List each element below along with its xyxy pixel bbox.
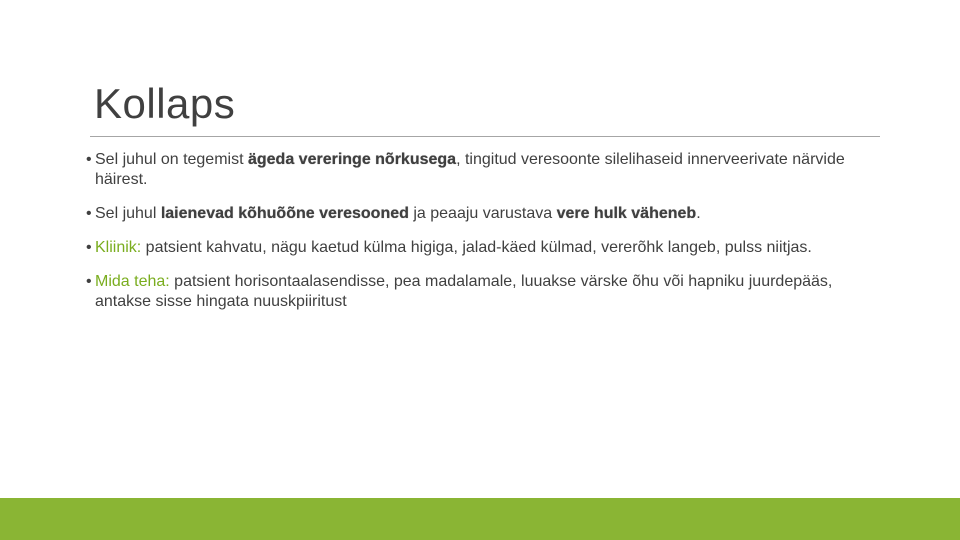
bullet-text: patsient horisontaalasendisse, pea madalamale, luuakse värske õhu või hapniku juurdepääs, antakse sisse hingata nuuskpiiritust (95, 273, 833, 310)
bullet-item (86, 272, 876, 312)
bullet-dot-icon: • (86, 239, 92, 256)
bullet-bold-text: vere hulk väheneb (556, 205, 697, 222)
bullet-text: , tingitud veresoonte silelihaseid innerveerivate närvide häirest. (95, 151, 845, 188)
bullet-label: Kliinik: (95, 239, 142, 256)
bullet-text: Sel juhul on tegemist (95, 151, 248, 168)
bullet-list (86, 150, 876, 326)
bullet-dot-icon: • (86, 151, 92, 168)
bullet-dot-icon: • (86, 273, 92, 290)
bullet-item (86, 238, 876, 258)
bullet-text: Sel juhul (95, 205, 161, 222)
slide-title: Kollaps (94, 80, 236, 127)
bullet-dot-icon: • (86, 205, 92, 222)
bullet-item (86, 204, 876, 224)
title-divider (90, 136, 880, 137)
bullet-text: . (696, 205, 701, 222)
bullet-item (86, 150, 876, 190)
bullet-bold-text: laienevad kõhuõõne veresooned (160, 205, 409, 222)
bullet-text: ja peaaju varustava (408, 205, 557, 222)
bullet-bold-text: ägeda vereringe nõrkusega (247, 151, 457, 168)
bullet-label: Mida teha: (95, 273, 170, 290)
footer-band (0, 498, 960, 540)
bullet-text: patsient kahvatu, nägu kaetud külma higiga, jalad-käed külmad, vererõhk langeb, pulss niitjas. (141, 239, 812, 256)
